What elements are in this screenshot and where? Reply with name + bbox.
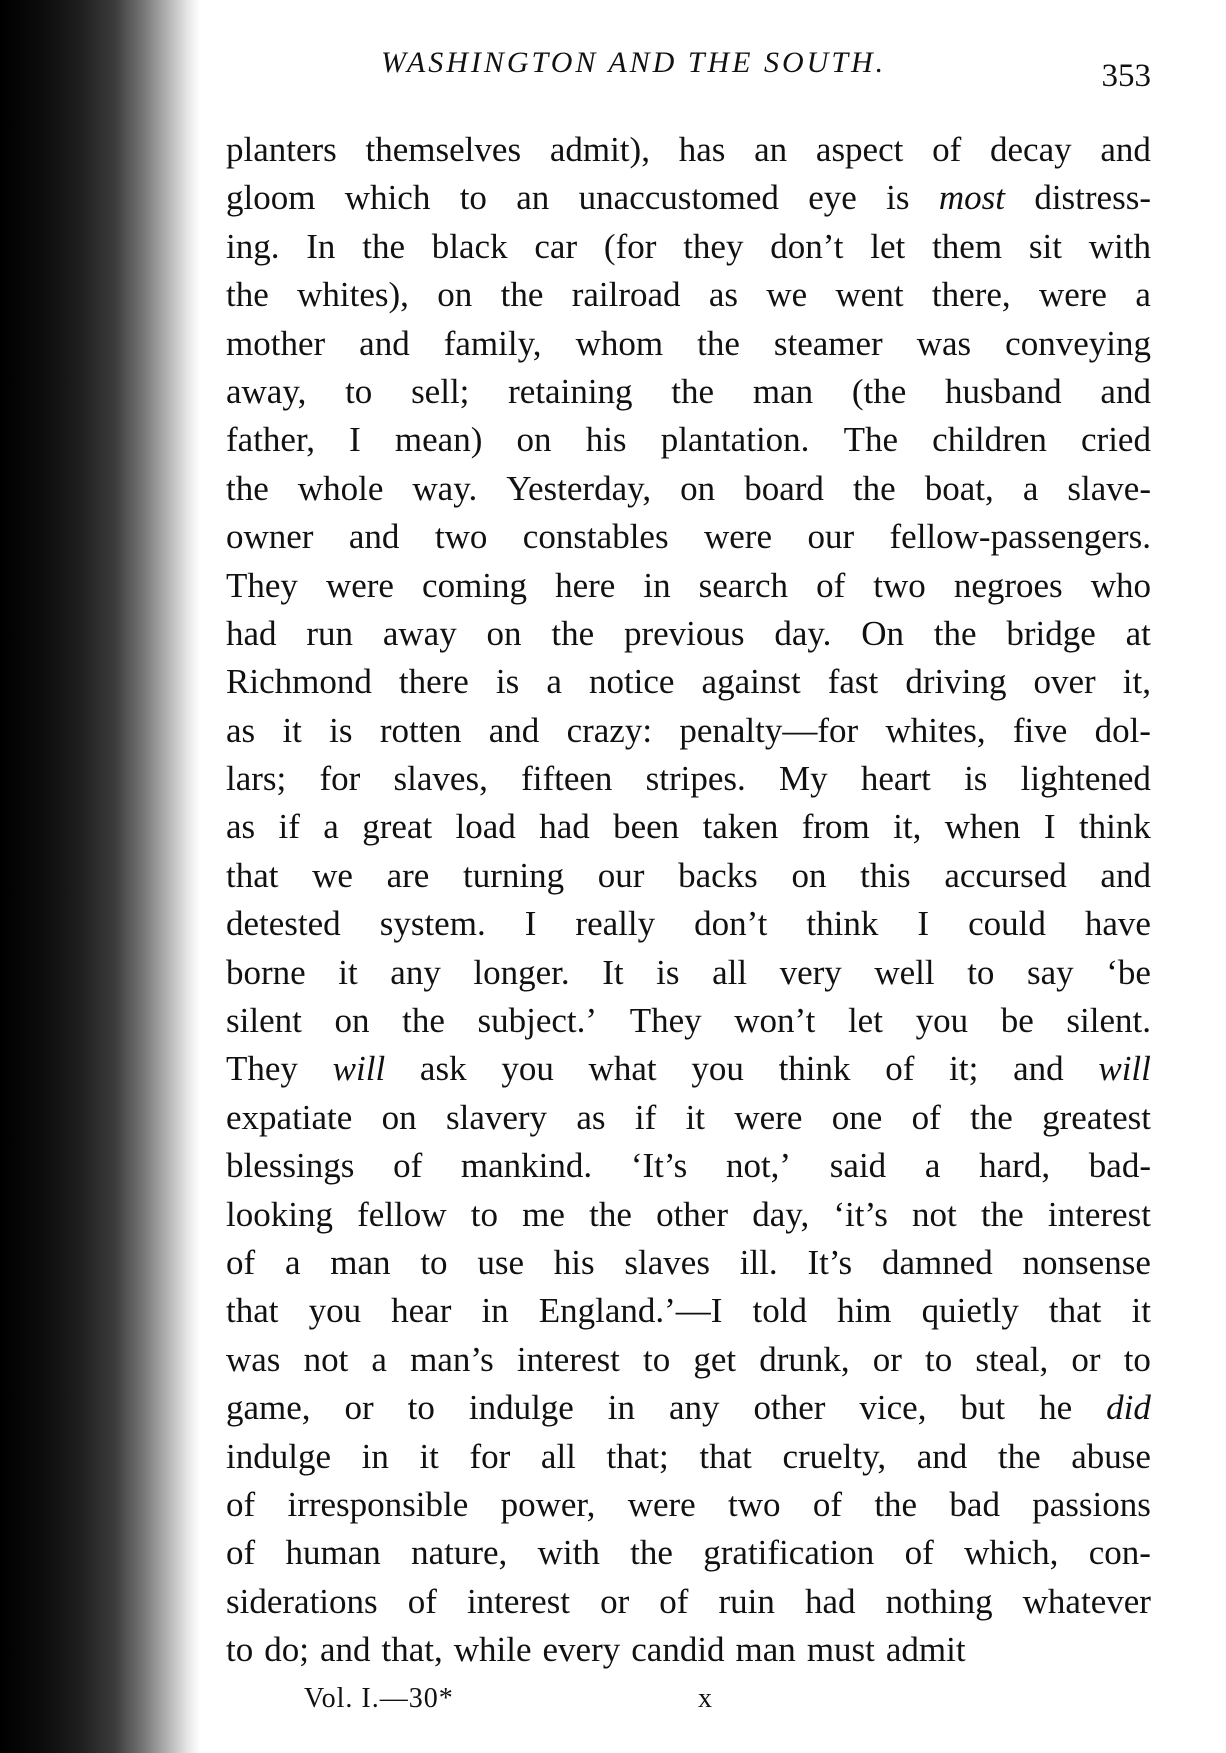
text-line: owner and two constables were our fellow-passengers. bbox=[226, 517, 1151, 557]
book-gutter-shadow bbox=[0, 0, 200, 1753]
text-line: Richmond there is a notice against fast driving over it, bbox=[226, 662, 1151, 702]
text-line: They will ask you what you think of it; and will bbox=[226, 1049, 1151, 1089]
text-line: gloom which to an unaccustomed eye is most distress- bbox=[226, 178, 1151, 218]
text-line: silent on the subject.’ They won’t let you be silent. bbox=[226, 1001, 1151, 1041]
text-line: indulge in it for all that; that cruelty, and the abuse bbox=[226, 1436, 1151, 1476]
text-line: father, I mean) on his plantation. The children cried bbox=[226, 420, 1151, 460]
text-line: game, or to indulge in any other vice, but he did bbox=[226, 1388, 1151, 1428]
text-line: was not a man’s interest to get drunk, or to steal, or to bbox=[226, 1339, 1151, 1379]
text-line: detested system. I really don’t think I could have bbox=[226, 904, 1151, 944]
text-line: that you hear in England.’—I told him quietly that it bbox=[226, 1291, 1151, 1331]
text-line: as if a great load had been taken from it, when I think bbox=[226, 807, 1151, 847]
text-line: mother and family, whom the steamer was conveying bbox=[226, 323, 1151, 363]
text-line: that we are turning our backs on this accursed and bbox=[226, 855, 1151, 895]
text-line: of human nature, with the gratification of which, con- bbox=[226, 1533, 1151, 1573]
text-line: lars; for slaves, fifteen stripes. My heart is lightened bbox=[226, 759, 1151, 799]
signature-letter: x bbox=[698, 1682, 712, 1714]
text-line: of a man to use his slaves ill. It’s damned nonsense bbox=[226, 1242, 1151, 1282]
text-line: siderations of interest or of ruin had nothing whatever bbox=[226, 1581, 1151, 1621]
text-line: They were coming here in search of two negroes who bbox=[226, 565, 1151, 605]
body-text bbox=[226, 126, 1151, 1675]
text-line: blessings of mankind. ‘It’s not,’ said a hard, bad- bbox=[226, 1146, 1151, 1186]
text-line: looking fellow to me the other day, ‘it’s not the interest bbox=[226, 1194, 1151, 1234]
page-header bbox=[226, 40, 1151, 102]
page-number: 353 bbox=[1101, 58, 1151, 94]
text-line: had run away on the previous day. On the bridge at bbox=[226, 613, 1151, 653]
book-page bbox=[226, 40, 1151, 1727]
text-line: the whole way. Yesterday, on board the boat, a slave- bbox=[226, 468, 1151, 508]
text-line: away, to sell; retaining the man (the husband and bbox=[226, 371, 1151, 411]
running-head: WASHINGTON AND THE SOUTH. bbox=[381, 46, 887, 79]
text-line: borne it any longer. It is all very well to say ‘be bbox=[226, 952, 1151, 992]
text-line: the whites), on the railroad as we went there, were a bbox=[226, 275, 1151, 315]
signature-mark: Vol. I.—30* bbox=[304, 1682, 454, 1714]
text-line: planters themselves admit), has an aspect of decay and bbox=[226, 130, 1151, 169]
text-line: to do; and that, while every candid man must admit bbox=[226, 1630, 966, 1670]
text-line: as it is rotten and crazy: penalty—for whites, five dol- bbox=[226, 710, 1151, 750]
text-line: expatiate on slavery as if it were one of the greatest bbox=[226, 1097, 1151, 1137]
page-footer bbox=[226, 1683, 1151, 1727]
text-line: of irresponsible power, were two of the bad passions bbox=[226, 1484, 1151, 1524]
text-line: ing. In the black car (for they don’t let them sit with bbox=[226, 226, 1151, 266]
